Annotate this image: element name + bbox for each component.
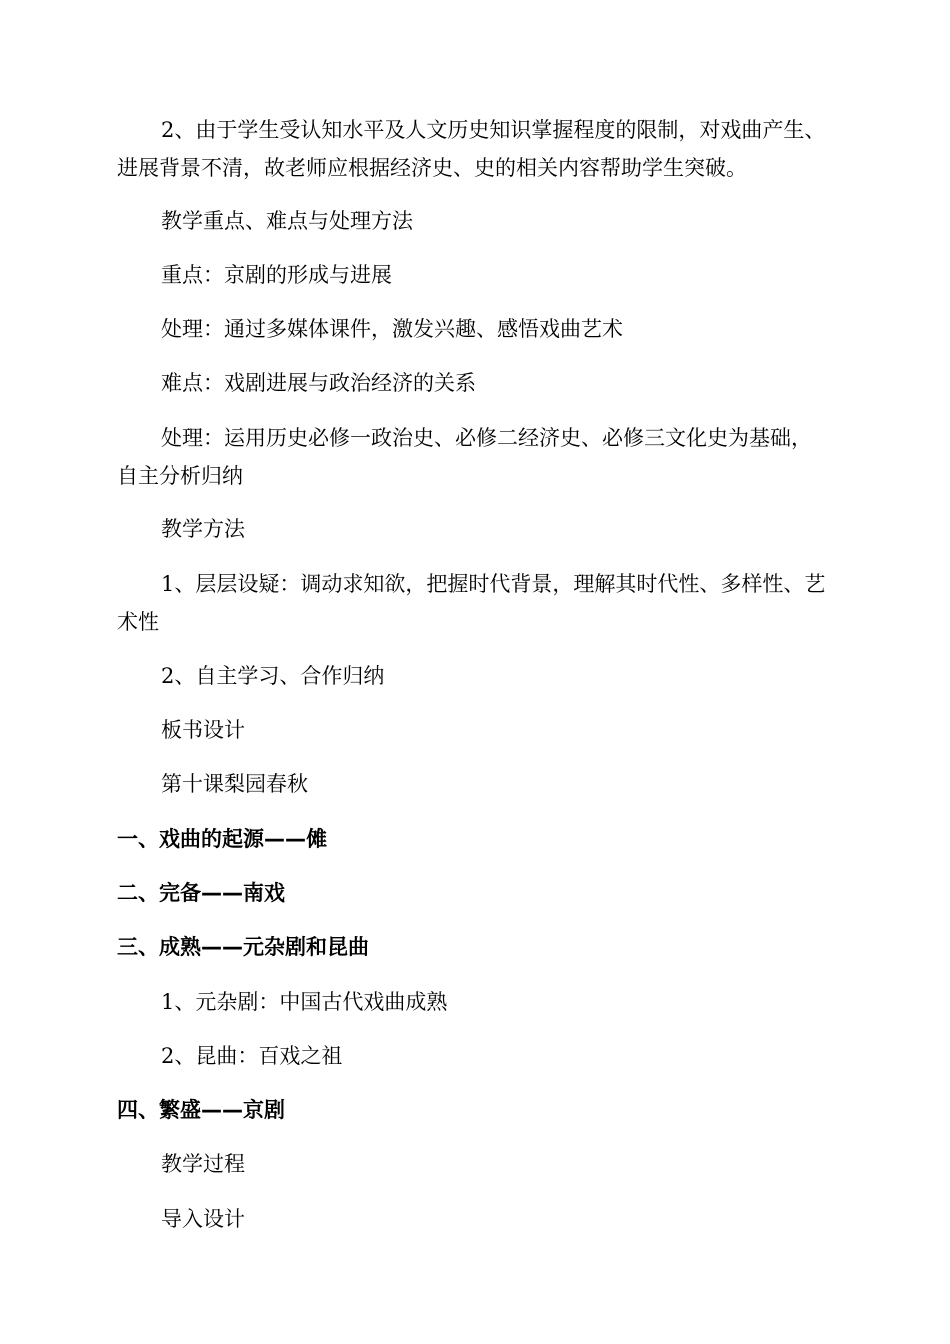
- outline-item-4: 四、繁盛——京剧: [117, 1098, 285, 1122]
- heading-teaching-process: 教学过程: [161, 1152, 245, 1176]
- heading-teaching-methods: 教学方法: [161, 517, 245, 541]
- heading-key-difficult-points: 教学重点、难点与处理方法: [161, 209, 413, 233]
- outline-item-2: 二、完备——南戏: [117, 881, 285, 905]
- paragraph-handling-1: 处理：通过多媒体课件，激发兴趣、感悟戏曲艺术: [161, 317, 623, 341]
- heading-board-design: 板书设计: [161, 718, 245, 742]
- paragraph-key-point: 重点：京剧的形成与进展: [161, 263, 392, 287]
- outline-item-3: 三、成熟——元杂剧和昆曲: [117, 935, 369, 959]
- outline-item-1: 一、戏曲的起源——傩: [117, 827, 327, 851]
- paragraph-handling-2: 处理：运用历史必修一政治史、必修二经济史、必修三文化史为基础，自主分析归纳: [117, 426, 812, 488]
- outline-subitem-2: 2、昆曲：百戏之祖: [161, 1044, 343, 1068]
- paragraph-method-2: 2、自主学习、合作归纳: [161, 664, 385, 688]
- paragraph-student-limits: 2、由于学生受认知水平及人文历史知识掌握程度的限制，对戏曲产生、进展背景不清，故老师应根据经济史、史的相关内容帮助学生突破。: [117, 118, 826, 180]
- outline-subitem-1: 1、元杂剧：中国古代戏曲成熟: [161, 990, 448, 1014]
- heading-intro-design: 导入设计: [161, 1207, 245, 1231]
- paragraph-difficult-point: 难点：戏剧进展与政治经济的关系: [161, 371, 476, 395]
- lesson-title: 第十课梨园春秋: [161, 772, 308, 796]
- paragraph-method-1: 1、层层设疑：调动求知欲，把握时代背景，理解其时代性、多样性、艺术性: [117, 572, 826, 634]
